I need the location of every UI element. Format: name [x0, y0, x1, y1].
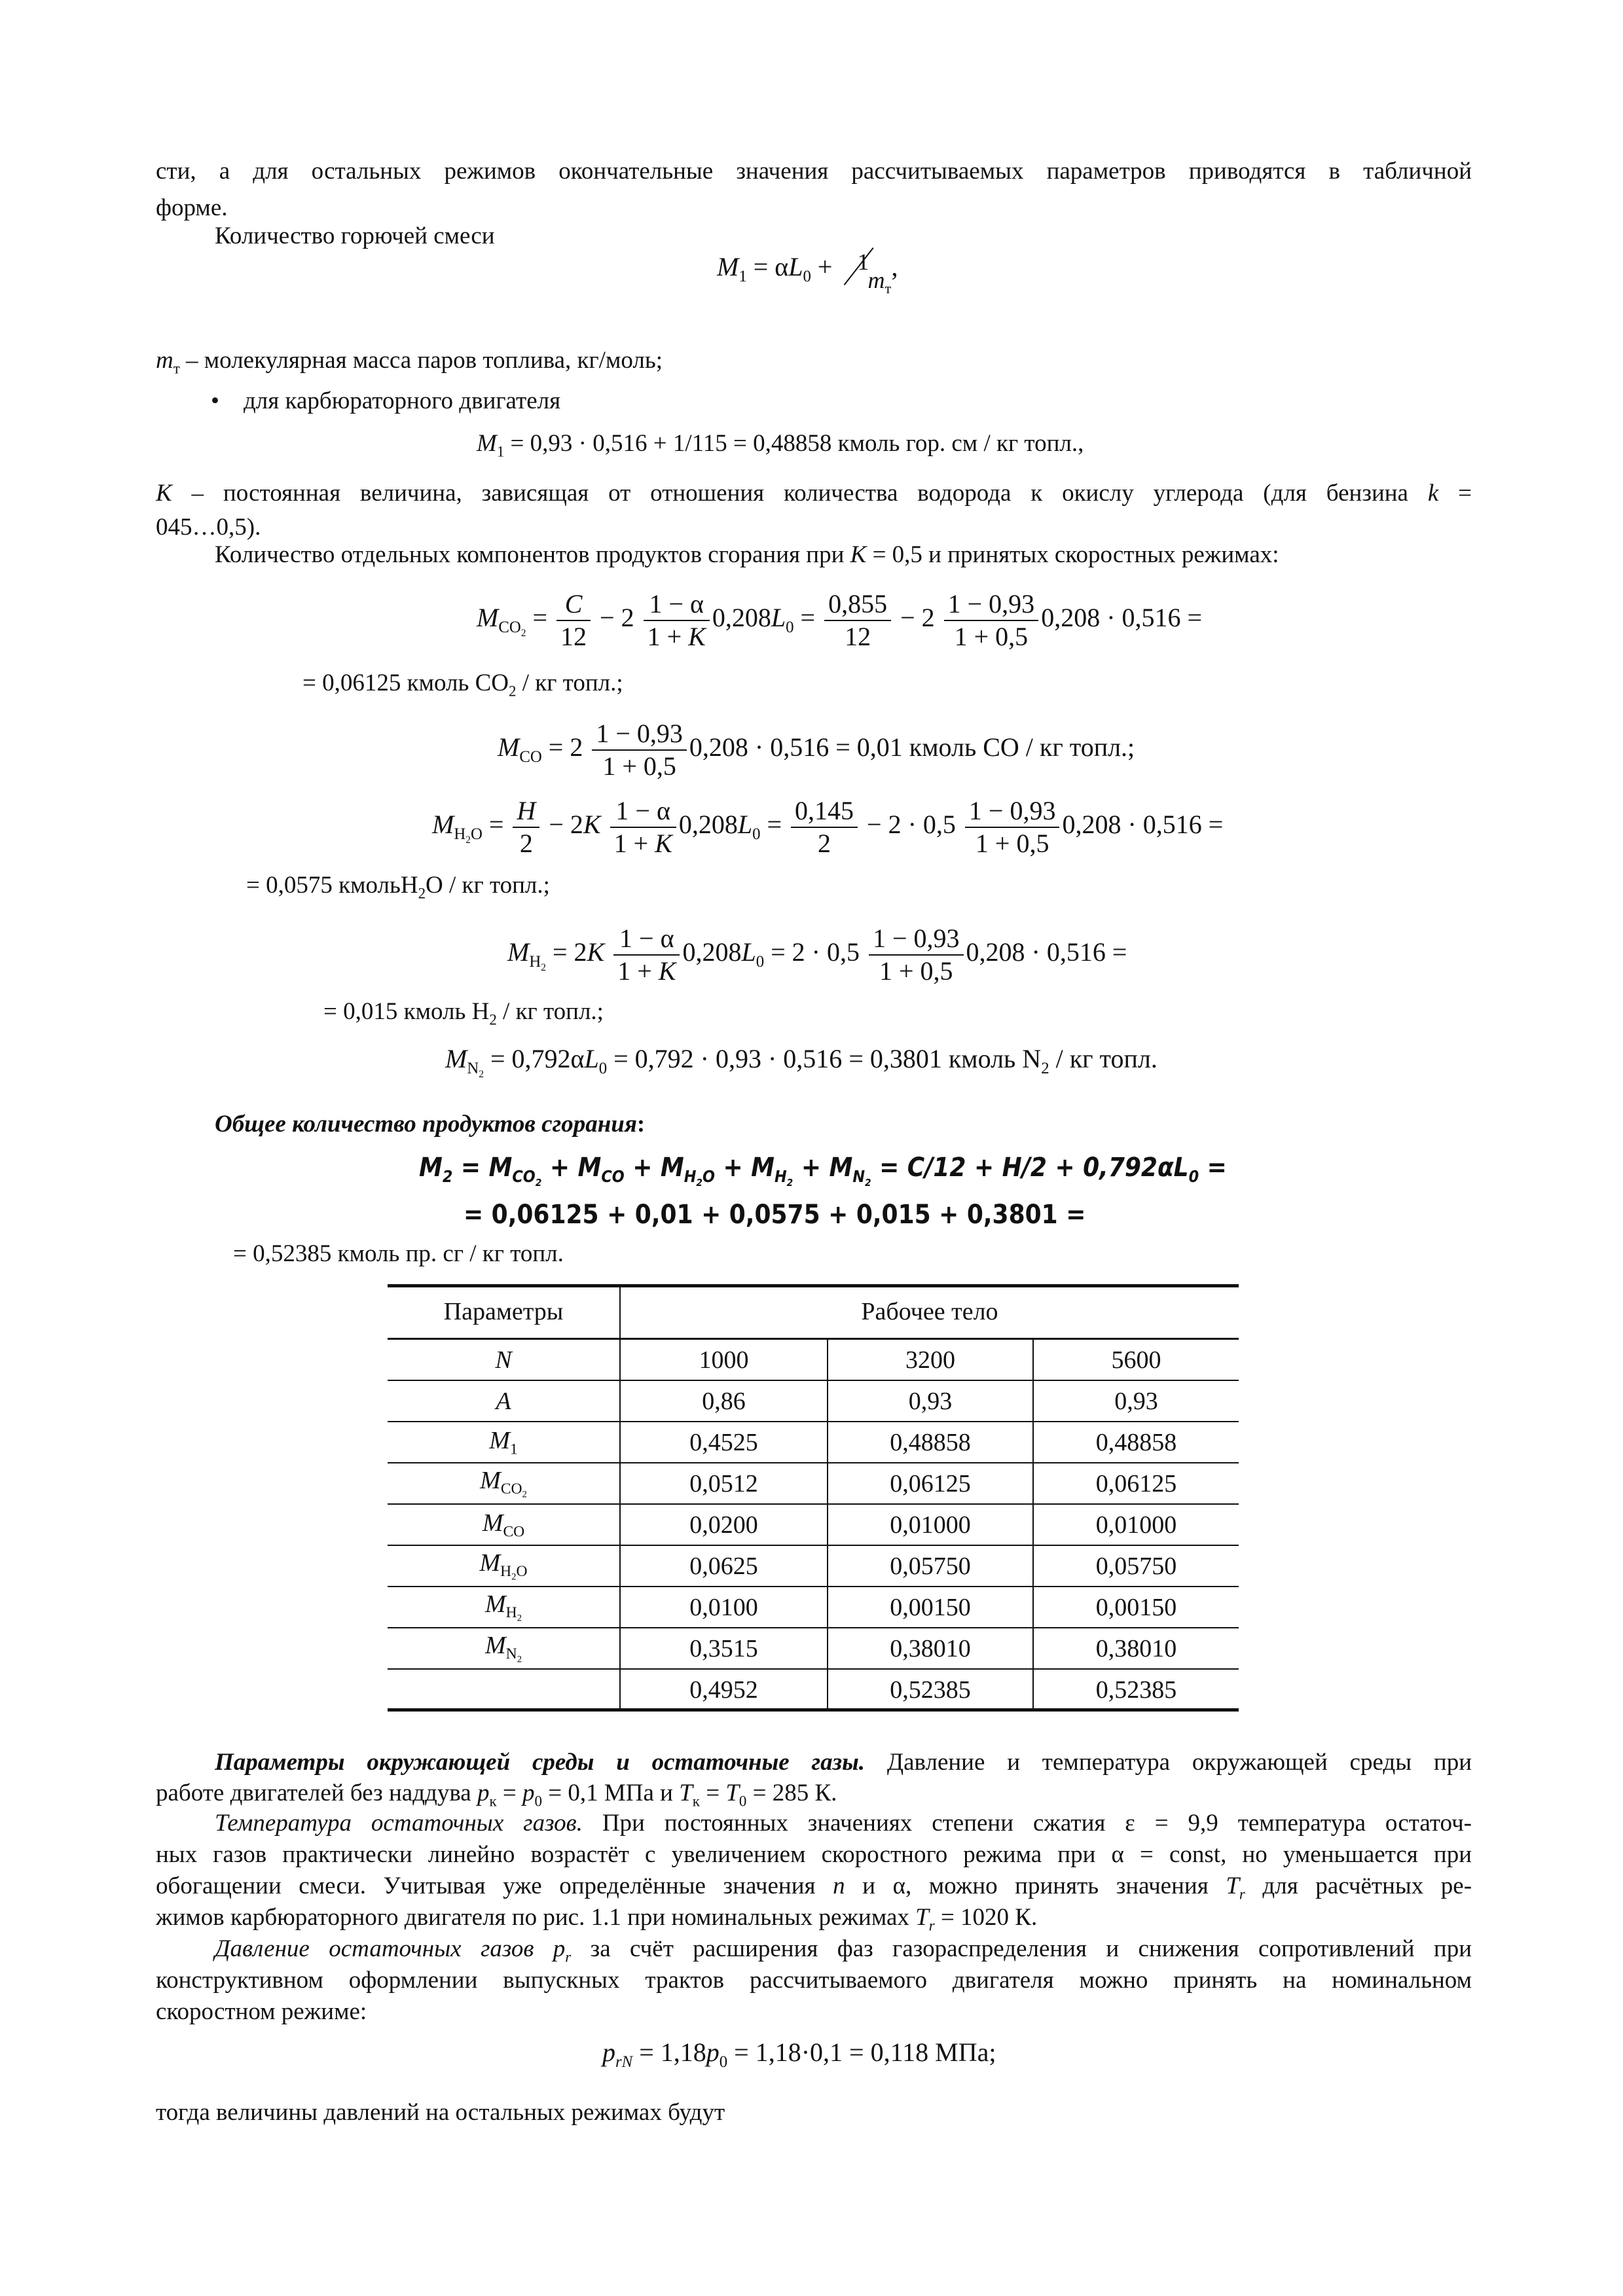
row-label: $M_{CO}$	[388, 1504, 620, 1545]
text-line: $m_т$ – молекулярная масса паров топлива, кг/моль;	[156, 347, 663, 377]
table-row	[388, 1422, 1239, 1463]
table-cell: 0,0100	[620, 1587, 828, 1628]
table-row	[388, 1669, 1239, 1710]
table-cell: 0,38010	[1033, 1628, 1239, 1669]
bullet-item: • для карбюраторного двигателя	[211, 387, 561, 414]
table-cell: 0,00150	[828, 1587, 1033, 1628]
table-cell: 0,0512	[620, 1463, 828, 1504]
table-header-params: Параметры	[443, 1298, 564, 1325]
text-line: 045…0,5).	[156, 514, 261, 541]
text-line: тогда величины давлений на остальных режимах будут	[156, 2099, 725, 2126]
section-heading-total: Общее количество продуктов сгорания:	[215, 1111, 646, 1138]
text-line: Количество отдельных компонентов продуктов сгорания при K = 0,5 и принятых скоростных режимах:	[215, 541, 1279, 568]
table-cell: 0,3515	[620, 1628, 828, 1669]
text-line: форме.	[156, 194, 228, 221]
table-row	[388, 1463, 1239, 1504]
results-table	[388, 1285, 1239, 1710]
table-cell: 0,05750	[1033, 1545, 1239, 1587]
table-cell: 0,00150	[1033, 1587, 1239, 1628]
formula-total: $M_2 = M_{CO_2} + M_{CO} + M_{H_2O} + M_{H_2} + M_{N_2} = C/12 + H/2 + 0,792\alpha L_0$ =	[419, 1153, 1227, 1189]
table-cell: 0,05750	[828, 1545, 1033, 1587]
table-cell: 0,4952	[620, 1669, 828, 1710]
table-cell: 0,93	[1033, 1380, 1239, 1422]
table-cell: 0,0625	[620, 1545, 828, 1587]
table-cell: 0,48858	[1033, 1422, 1239, 1463]
text-line: скоростном режиме:	[156, 1998, 367, 2025]
table-header-body: Рабочее тело	[620, 1285, 1239, 1339]
table-cell: 0,06125	[1033, 1463, 1239, 1504]
table-cell: 0,4525	[620, 1422, 828, 1463]
table-cell: 0,01000	[828, 1504, 1033, 1545]
table-cell: 0,38010	[828, 1628, 1033, 1669]
table-row	[388, 1587, 1239, 1628]
formula-m1: $M_1 = \alpha L_0$ + 1 $m_т$ ,	[717, 249, 898, 297]
row-label: $M_{H_2}$	[388, 1587, 620, 1628]
row-label: A	[388, 1380, 620, 1422]
row-label: $M_1$	[388, 1422, 620, 1463]
text-line: работе двигателей без наддува $p_к = p_0 = 0,1$ МПа и $T_к = T_0 = 285$ К.	[156, 1780, 837, 1810]
table-bottom-rule	[388, 1708, 1239, 1712]
text-line: жимов карбюраторного двигателя по рис. 1.1 при номинальных режимах $T_r = 1020$ К.	[156, 1904, 1038, 1934]
result-co2: = 0,06125 кмоль $CO_2$ / кг топл.;	[302, 670, 623, 700]
text-line: сти, а для остальных режимов окончательные значения рассчитываемых параметров приводятся в табличной	[156, 158, 1472, 185]
text-line: обогащении смеси. Учитывая уже определённые значения n и α, можно принять значения $T_r$ для расчётных ре-	[156, 1873, 1472, 1903]
formula-mh2o: $M_{H_2O}$ = $\frac{H}{2}$ − 2K $\frac{1 - \alpha}{1 + K}$ $0,208L_0$ = $\frac{0,145}{2}$ − 2 · 0,5 $\frac{1 - 0,93}{1 + 0,5}$ 0,208 · 0,516 =	[432, 796, 1224, 858]
formula-total-sum: = 0,06125 + 0,01 + 0,0575 + 0,015 + 0,3801 =	[464, 1200, 1086, 1230]
result-h2o: = 0,0575 кмольH$_2$O / кг топл.;	[246, 872, 550, 902]
row-label: $M_{N_2}$	[388, 1628, 620, 1669]
text-line: K – постоянная величина, зависящая от отношения количества водорода к окислу углерода (для бензина k =	[156, 480, 1472, 507]
formula-m1-value: $M_1 = 0,93 \cdot 0,516 + 1/115 = 0,48858$ кмоль гор. см / кг топл.,	[477, 430, 1084, 460]
formula-mh2: $M_{H_2} = 2K$ $\frac{1 - \alpha}{1 + K}$ $0,208L_0 = 2 \cdot 0,5$ $\frac{1 - 0,93}{1 + 0,5}$ 0,208 · 0,516 =	[507, 924, 1127, 986]
text-line: ных газов практически линейно возрастёт с увеличением скоростного режима при α = const, но уменьшается при	[156, 1841, 1472, 1868]
bullet-icon: •	[211, 387, 219, 414]
table-row	[388, 1545, 1239, 1587]
formula-mn2: $M_{N_2} = 0,792\alpha L_0 = 0,792 \cdot 0,93 \cdot 0,516 = 0,3801$ кмоль $N_2$ / кг топл.	[445, 1044, 1158, 1080]
table-cell: 0,86	[620, 1380, 828, 1422]
table-cell: 5600	[1033, 1339, 1239, 1381]
table-cell: 3200	[828, 1339, 1033, 1381]
row-label: $M_{CO_2}$	[388, 1463, 620, 1504]
text-line: Температура остаточных газов. При постоянных значениях степени сжатия ε = 9,9 температура остаточ-	[215, 1810, 1472, 1837]
text-line: конструктивном оформлении выпускных трактов рассчитываемого двигателя можно принять на номинальном	[156, 1967, 1472, 1994]
table-cell: 0,06125	[828, 1463, 1033, 1504]
text-line: Давление остаточных газов $p_r$ за счёт расширения фаз газораспределения и снижения сопротивлений при	[215, 1935, 1472, 1965]
text-line: Количество горючей смеси	[215, 223, 495, 249]
table-cell: 0,0200	[620, 1504, 828, 1545]
formula-mco2: $M_{CO_2}$ = $\frac{C}{12}$ − 2 $\frac{1 - \alpha}{1 + K}$ $0,208L_0$ = $\frac{0,855}{12}$ − 2 $\frac{1 - 0,93}{1 + 0,5}$ 0,208 · 0,516 =	[477, 589, 1203, 651]
row-label	[388, 1669, 620, 1710]
table-cell: 0,48858	[828, 1422, 1033, 1463]
row-label: N	[388, 1339, 620, 1381]
table-cell: 0,52385	[1033, 1669, 1239, 1710]
table-cell: 1000	[620, 1339, 828, 1381]
result-h2: = 0,015 кмоль $H_2$ / кг топл.;	[323, 998, 604, 1028]
text-line: Параметры окружающей среды и остаточные газы. Давление и температура окружающей среды при	[215, 1749, 1472, 1776]
table-row	[388, 1339, 1239, 1381]
formula-prn: $p_{rN} = 1,18p_0 = 1,18\cdot 0,1 = 0,118$ МПа;	[602, 2037, 996, 2071]
table-row	[388, 1504, 1239, 1545]
table-cell: 0,01000	[1033, 1504, 1239, 1545]
table-row	[388, 1628, 1239, 1669]
formula-mco: $M_{CO} = 2$ $\frac{1 - 0,93}{1 + 0,5}$ 0,208 · 0,516 = 0,01 кмоль CO / кг топл.;	[498, 719, 1135, 781]
table-cell: 0,52385	[828, 1669, 1033, 1710]
row-label: $M_{H_2O}$	[388, 1545, 620, 1587]
table-cell: 0,93	[828, 1380, 1033, 1422]
table-row	[388, 1380, 1239, 1422]
result-total: = 0,52385 кмоль пр. сг / кг топл.	[233, 1240, 564, 1267]
